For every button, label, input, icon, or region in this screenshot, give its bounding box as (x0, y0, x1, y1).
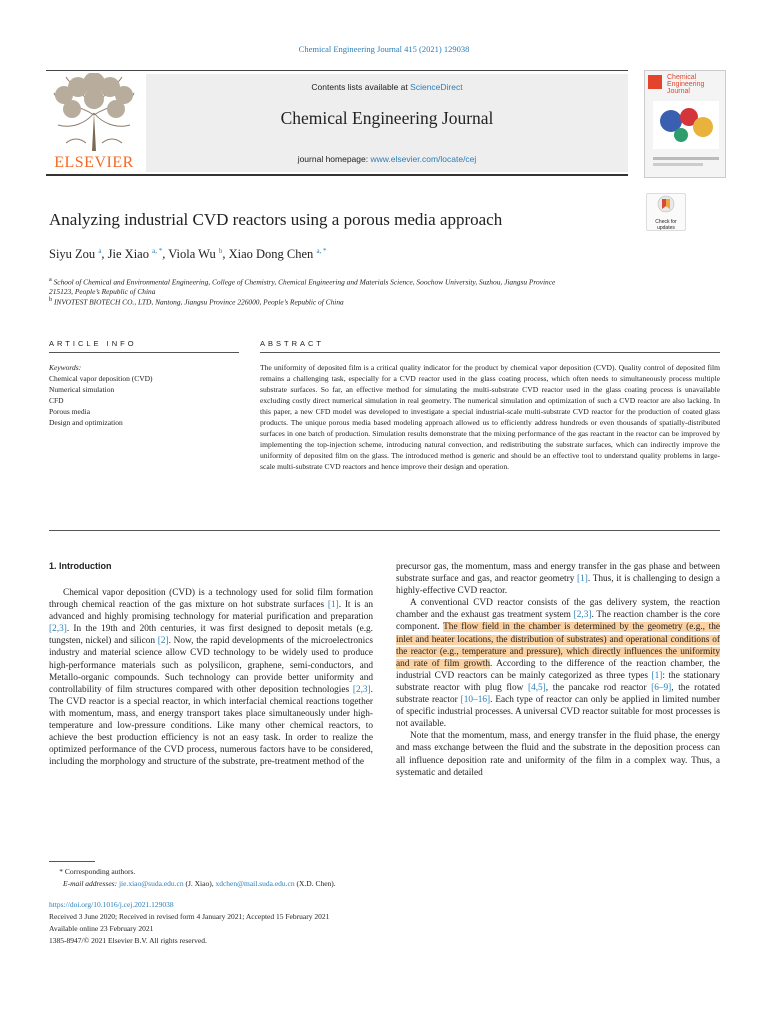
badge-line: Check for (655, 219, 677, 225)
text-run: . It is an advanced and highly promising technology for material purification and preparation (49, 600, 373, 623)
author-name: Viola Wu (168, 247, 216, 262)
copyright: 1385-8947/© 2021 Elsevier B.V. All rights reserved. (49, 936, 207, 945)
journal-reference[interactable]: Chemical Engineering Journal 415 (2021) 129038 (298, 44, 470, 54)
email-owner: (X.D. Chen). (294, 879, 336, 888)
masthead (46, 70, 628, 178)
divider (49, 530, 720, 531)
cover-title-line: Engineering (667, 81, 705, 88)
received-dates: Received 3 June 2020; Received in revised form 4 January 2021; Accepted 15 February 2021 (49, 912, 330, 921)
doi-link[interactable]: https://doi.org/10.1016/j.cej.2021.129038 (49, 900, 174, 909)
text-run: A conventional CVD reactor consists of the gas delivery system, the reaction chamber and the exhaust gas treatment system (396, 598, 720, 621)
text-run: . In the 19th and 20th centuries, it was first designed to deposit metals (e.g. tungsten, nickel) and silicon (49, 624, 373, 647)
footnote-text: Corresponding authors. (64, 867, 136, 876)
affiliation-text: INVOTEST BIOTECH CO., LTD, Nantong, Jiangsu Province 226000, People’s Republic of China (53, 297, 344, 307)
text-run: . Now, the rapid developments of the microelectronics industry and material science allow CVD technology to be widely used to produce high-performance materials such as polysilicon, graphene, semi-conductors, and Metallo-organic compounds. Such technology can provide better uniformity and controllability of film structures compared with other deposition technologies (49, 636, 373, 695)
article-title: Analyzing industrial CVD reactors using a porous media approach (49, 210, 503, 229)
divider (260, 352, 720, 353)
homepage-link[interactable]: www.elsevier.com/locate/cej (370, 154, 477, 164)
cover-title (667, 74, 704, 95)
citation-link[interactable]: [2,3] (573, 610, 592, 621)
divider (46, 174, 628, 176)
journal-name: Chemical Engineering Journal (280, 108, 494, 128)
footnote-emails (63, 878, 336, 890)
text-run: Chemical vapor deposition (CVD) is a technology used for solid film formation through chemical reaction of the gas mixture on hot substrate surfaces (49, 588, 373, 611)
cover-title-line: Journal (667, 88, 690, 95)
paragraph (396, 561, 720, 597)
author-name: Jie Xiao (107, 247, 149, 262)
affiliation-mark: b (49, 297, 53, 303)
homepage-prefix: journal homepage: (297, 154, 369, 164)
divider (49, 352, 239, 353)
email-link[interactable]: jie.xiao@suda.edu.cn (118, 879, 184, 888)
available-online: Available online 23 February 2021 (49, 924, 154, 933)
citation-link[interactable]: [2,3] (49, 624, 67, 635)
abstract-heading: ABSTRACT (260, 339, 325, 348)
author-mark[interactable]: a, * (152, 247, 163, 255)
journal-banner (146, 74, 628, 172)
text-run: , the pancake rod reactor (545, 682, 652, 693)
keyword: Numerical simulation (49, 385, 115, 394)
sciencedirect-link[interactable]: ScienceDirect (410, 82, 463, 92)
badge-line: updates (657, 225, 675, 231)
tree-icon (46, 73, 142, 153)
text-run: , the rotated substrate reactor (396, 682, 720, 706)
cover-title-line: Chemical (667, 74, 697, 81)
abstract-text: The uniformity of deposited film is a critical quality indicator for the product by chemical vapor deposition (CVD). Quality control of deposited film remains a challenging task, especially for a CVD reactor used in the glass coating process, which often needs to simultaneously process multiple substrate surfaces. So far, an effective method for simulating the multi-substrate CVD reactor used in the glass coating process is unavailable excluding costly direct numerical simulation in real geometry. The numerical simulation and optimization of such a CVD reactor are also lacking. In this paper, a new CFD model was developed to investigate a special industrial-scale multi-substrate CVD reactor for the production of coated glass products. The unique porous media based modeling approach allowed us to efficiently address hundreds or even thousands of spatially-distributed surfaces in one batch of production. Simulation results demonstrate that the mixing performance of the gas reactant in the reactor can be improved by implementing the top-injection scheme, introducing natural convection, and redistributing the substrate surfaces, which can indirectly improve the uniformity of deposited film on the glass. The introduced method is generic and should be an effective tool to understand quality problems in large-scale multi-substrate CVD reactors and hence improve their design and operation. (260, 363, 720, 471)
badge-label (647, 219, 685, 231)
footnote-corresponding: * Corresponding authors. (59, 867, 136, 876)
contents-prefix: Contents lists available at (311, 82, 408, 92)
bookmark-icon (647, 194, 685, 214)
keyword: Chemical vapor deposition (CVD) (49, 374, 153, 383)
divider (46, 70, 628, 71)
affiliation-b (49, 295, 649, 307)
citation-link[interactable]: [10–16] (460, 695, 491, 706)
text-run: . According to the difference of the reaction chamber, the industrial CVD reactors can be mainly categorized as three types (396, 658, 720, 681)
citation-link[interactable]: [1] (651, 670, 663, 681)
author-mark[interactable]: b (218, 247, 223, 255)
text-run: : the stationary substrate reactor with plug flow (396, 670, 720, 693)
citation-link[interactable]: [4,5] (527, 682, 546, 693)
email-link[interactable]: xdchen@mail.suda.edu.cn (215, 879, 295, 888)
affiliation-text: 215123, People’s Republic of China (49, 287, 156, 297)
citation-link[interactable]: [2,3] (352, 684, 371, 695)
citation-link[interactable]: [1] (577, 574, 588, 585)
author-name: Xiao Dong Chen (228, 247, 314, 262)
text-run: . The reaction chamber is the core component. (396, 610, 720, 633)
keywords-label: Keywords: (49, 363, 82, 372)
keyword: Design and optimization (49, 418, 123, 427)
author-name: Siyu Zou (49, 247, 96, 262)
citation-link[interactable]: [6–9] (651, 682, 672, 693)
publisher-logo-text: ELSEVIER (54, 154, 134, 171)
text-run: . The CVD reactor is a special reactor, in which interfacial chemical reactions together with momentum, mass, and energy transport takes place simultaneously under high-temperature and low-pressure conditions. Like many other chemical reactors, to achieve the best production efficiency is not an easy task. In order to realize the optimized performance of the CVD process, numerous factors have to be considered, including the morphology and structure of the substrate, pre-treatment method of the (49, 684, 373, 768)
footnote-divider (49, 861, 95, 862)
text-run: . Each type of reactor can only be applied in limited number of specific industrial processes. A universal CVD reactor suitable for most processes is not available. (396, 695, 721, 730)
homepage-line (146, 154, 628, 164)
keywords-block (49, 362, 153, 428)
citation-link[interactable]: [2] (157, 636, 169, 647)
keyword: CFD (49, 396, 64, 405)
paragraph: Note that the momentum, mass, and energy transfer in the fluid phase, the energy and mass exchange between the fluid and the substrate in the deposition process can all influence deposition rate and uniformity of the film in a complex way. Thus, a systematic and detailed (396, 731, 720, 778)
text-run: . Thus, it is challenging to design a highly-effective CVD reactor. (396, 574, 720, 597)
text-run: precursor gas, the momentum, mass and energy transfer in the gas phase and between substrate surface and gas, and reactor geometry (396, 562, 720, 585)
author-mark[interactable]: a, * (316, 247, 327, 255)
journal-cover (644, 70, 726, 178)
paragraph (396, 597, 720, 730)
elsevier-logo (46, 73, 142, 173)
article-info-heading: ARTICLE INFO (49, 339, 137, 348)
left-column (49, 587, 373, 768)
right-column (396, 561, 720, 779)
keyword: Porous media (49, 407, 91, 416)
citation-link[interactable]: [1] (327, 600, 339, 611)
highlighted-text[interactable]: The flow field in the chamber is determined by the geometry (e.g., the inlet and heater locations, the distribution of substrates) and operational conditions of the reactor (e.g., temperature and pressure), which directly influences the uniformity and rate of film growth (396, 622, 721, 669)
affiliation-text: School of Chemical and Environmental Engineering, College of Chemistry, Chemical Engineering and Materials Science, Soochow University, Suzhou, Jiangsu Province (53, 277, 556, 287)
check-for-updates-badge[interactable] (646, 193, 686, 231)
section-heading: 1. Introduction (49, 561, 112, 571)
email-owner: (J. Xiao), (183, 879, 216, 888)
author-mark[interactable]: a (98, 247, 102, 255)
affiliation-mark: a (49, 277, 52, 283)
email-label: E-mail addresses: (63, 879, 118, 888)
paragraph (49, 587, 373, 768)
author-list: Siyu Zou $^a$, Jie Xiao $^{a, *}$, Viola Wu $^b$, Xiao Dong Chen $^{a, *}$ (49, 247, 327, 262)
contents-line (146, 82, 628, 92)
